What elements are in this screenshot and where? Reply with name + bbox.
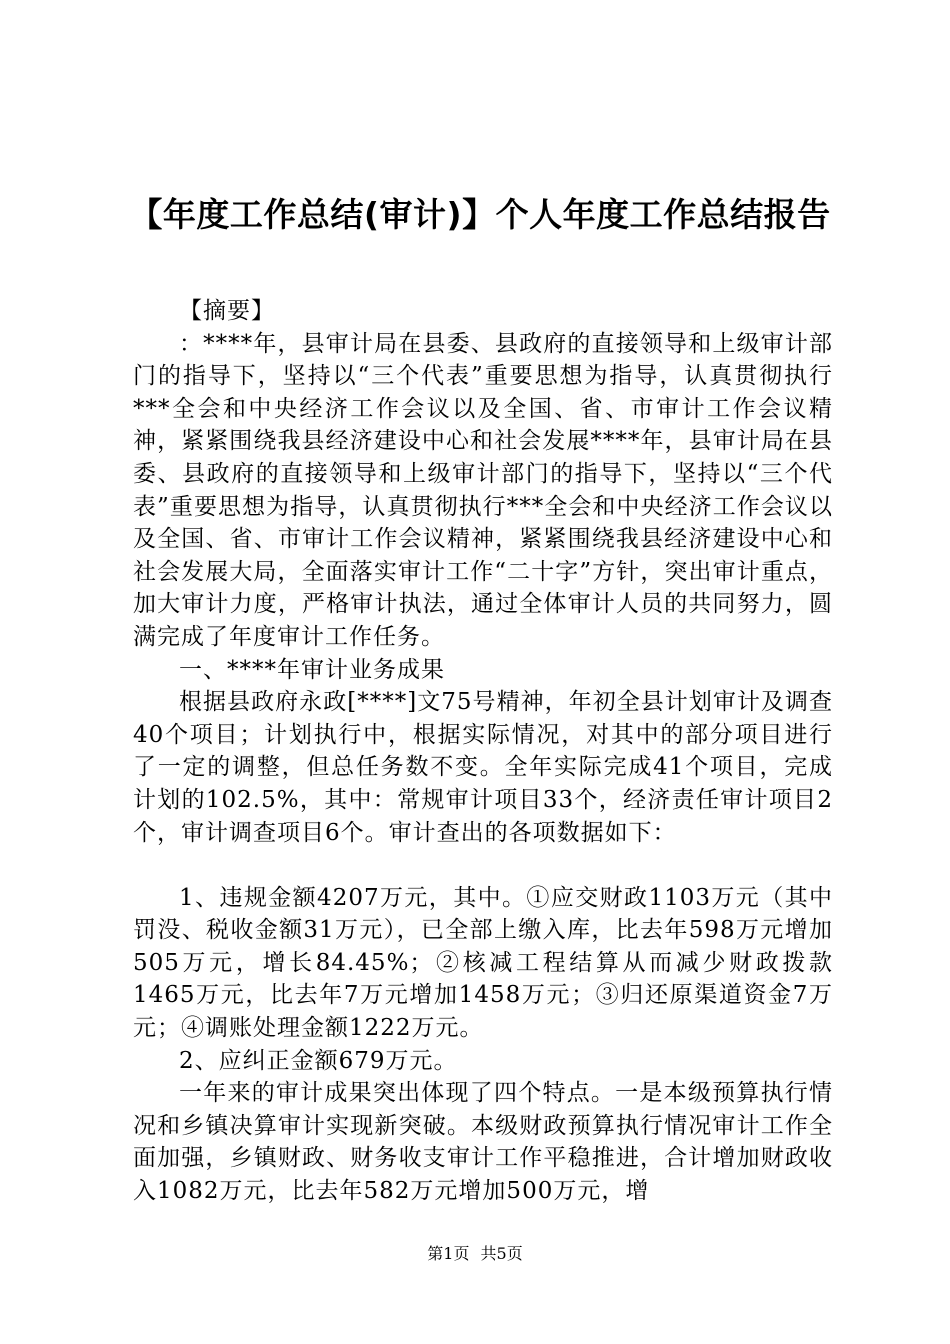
abstract-paragraph: ：****年，县审计局在县委、县政府的直接领导和上级审计部门的指导下，坚持以“三个代表”重要思想为指导，认真贯彻执行***全会和中央经济工作会议以及全国、省、市审计工作会议精神，紧紧围绕我县经济建设中心和社会发展****年，县审计局在县委、县政府的直接领导和上级审计部门的指导下，坚持以“三个代表”重要思想为指导，认真贯彻执行***全会和中央经济工作会议以及全国、省、市审计工作会议精神，紧紧围绕我县经济建设中心和社会发展大局，全面落实审计工作“二十字”方针，突出审计重点，加大审计力度，严格审计执法，通过全体审计人员的共同努力，圆满完成了年度审计工作任务。 xyxy=(133,330,833,650)
document-title: 【年度工作总结(审计)】个人年度工作总结报告 xyxy=(129,195,831,234)
page-footer xyxy=(0,1244,950,1264)
section-heading: 一、****年审计业务成果 xyxy=(179,656,445,683)
abstract-heading: 【摘要】 xyxy=(179,298,275,324)
list-item: 2、应纠正金额679万元。 xyxy=(179,1047,458,1074)
body-paragraph: 一年来的审计成果突出体现了四个特点。一是本级预算执行情况和乡镇决算审计实现新突破。本级财政预算执行情况审计工作全面加强，乡镇财政、财务收支审计工作平稳推进，合计增加财政收入1082万元，比去年582万元增加500万元，增 xyxy=(133,1080,833,1205)
body-paragraph: 根据县政府永政[****]文75号精神，年初全县计划审计及调查40个项目；计划执行中，根据实际情况，对其中的部分项目进行了一定的调整，但总任务数不变。全年实际完成41个项目，完成计划的102.5%，其中：常规审计项目33个，经济责任审计项目2个，审计调查项目6个。审计查出的各项数据如下： xyxy=(133,689,833,846)
list-item: 1、违规金额4207万元，其中。①应交财政1103万元（其中罚没、税收金额31万元），已全部上缴入库，比去年598万元增加505万元，增长84.45%；②核减工程结算从而减少财政拨款1465万元，比去年7万元增加1458万元；③归还原渠道资金7万元；④调账处理金额1222万元。 xyxy=(133,884,833,1042)
page-number: 第1页 xyxy=(427,1244,470,1263)
document-body xyxy=(133,295,833,1208)
page-total: 共5页 xyxy=(480,1244,523,1263)
